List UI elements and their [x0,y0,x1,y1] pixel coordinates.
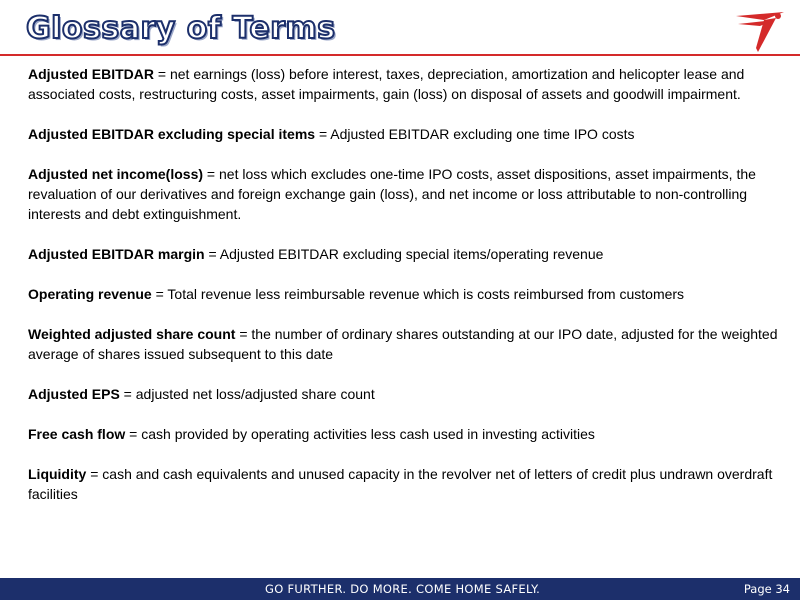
glossary-term: Free cash flow [28,426,126,442]
hummingbird-logo-icon [734,8,786,54]
glossary-separator: = [86,466,103,482]
glossary-definition: cash provided by operating activities less cash used in investing activities [141,426,595,442]
glossary-entry [28,244,780,264]
slide-header [0,0,800,62]
glossary-entry [28,284,780,304]
glossary-list [28,64,780,524]
glossary-separator: = [315,126,331,142]
glossary-separator: = [151,286,168,302]
glossary-entry [28,64,780,104]
glossary-separator: = [154,66,170,82]
glossary-entry [28,124,780,144]
glossary-term: Operating revenue [28,286,152,302]
glossary-term: Adjusted EPS [28,386,120,402]
page-title: Glossary of Terms [26,11,336,46]
glossary-definition: Adjusted EBITDAR excluding one time IPO costs [330,126,635,142]
glossary-term: Adjusted EBITDAR excluding special items [28,126,316,142]
glossary-separator: = [125,426,142,442]
glossary-separator: = [203,166,219,182]
glossary-definition: the number of ordinary shares outstanding at our IPO date, adjusted for the weighted average of shares issued subsequent to this date [28,326,778,362]
glossary-separator: = [204,246,220,262]
footer-tagline: GO FURTHER. DO MORE. COME HOME SAFELY. [265,582,541,596]
glossary-entry [28,164,780,224]
glossary-term: Adjusted EBITDAR [28,66,154,82]
glossary-term: Weighted adjusted share count [28,326,236,342]
glossary-term: Adjusted net income(loss) [28,166,204,182]
glossary-separator: = [235,326,252,342]
header-divider [0,54,800,56]
glossary-definition: cash and cash equivalents and unused capacity in the revolver net of letters of credit plus undrawn overdraft facilities [28,466,773,502]
glossary-definition: adjusted net loss/adjusted share count [135,386,375,402]
glossary-definition: net earnings (loss) before interest, taxes, depreciation, amortization and helicopter lease and associated costs, restructuring costs, asset impairments, gain (loss) on disposal of assets and goodwill impairment. [28,66,745,102]
glossary-definition: Adjusted EBITDAR excluding special items/operating revenue [219,246,604,262]
glossary-separator: = [119,386,136,402]
glossary-entry [28,464,780,504]
glossary-definition: Total revenue less reimbursable revenue which is costs reimbursed from customers [167,286,685,302]
glossary-entry [28,384,780,404]
glossary-definition: net loss which excludes one-time IPO costs, asset dispositions, asset impairments, the revaluation of our derivatives and foreign exchange gain (loss), and net income or loss attributable to non-controlling interests and debt extinguishment. [28,166,756,222]
glossary-entry [28,324,780,364]
footer-bar [0,578,800,600]
glossary-entry [28,424,780,444]
glossary-term: Liquidity [28,466,87,482]
glossary-term: Adjusted EBITDAR margin [28,246,205,262]
page-number: Page 34 [743,582,790,596]
